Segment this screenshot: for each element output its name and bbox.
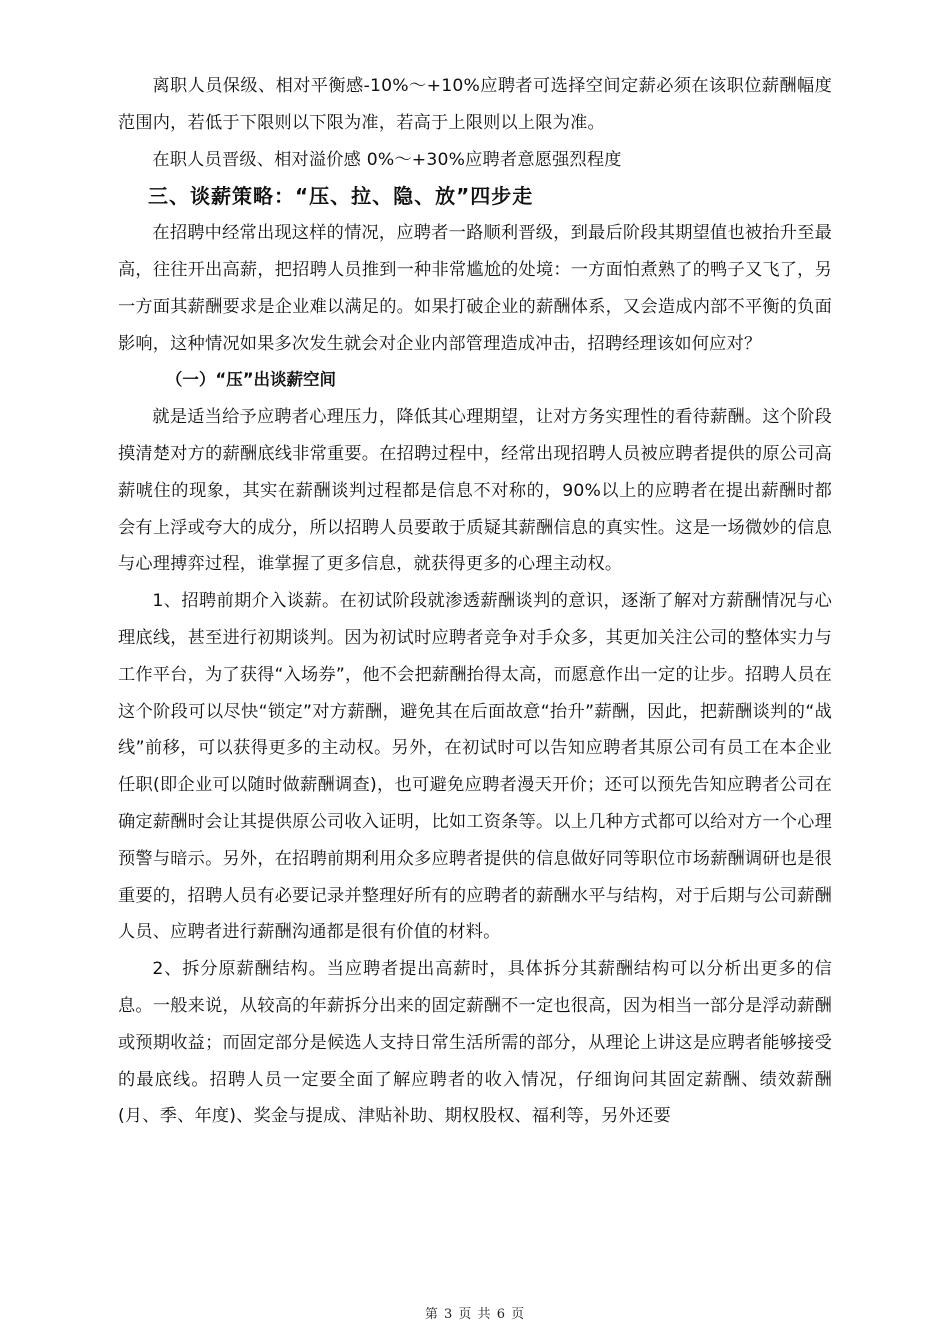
paragraph-point-2: 2、拆分原薪酬结构。当应聘者提出高薪时，具体拆分其薪酬结构可以分析出更多的信息。一般来说，从较高的年薪拆分出来的固定薪酬不一定也很高，因为相当一部分是浮动薪酬或预期收益；而固定部分是候选人支持日常生活所需的部分，从理论上讲这是应聘者能够接受的最底线。招聘人员一定要全面了解应聘者的收入情况，仔细询问其固定薪酬、绩效薪酬(月、季、年度)、奖金与提成、津贴补助、期权股权、福利等，另外还要 (118, 959, 832, 1127)
paragraph-intro: 在招聘中经常出现这样的情况，应聘者一路顺利晋级，到最后阶段其期望值也被抬升至最高，往往开出高薪，把招聘人员推到一种非常尴尬的处境：一方面怕煮熟了的鸭子又飞了，另一方面其薪酬要求是企业难以满足的。如果打破企业的薪酬体系，又会造成内部不平衡的负面影响，这种情况如果多次发生就会对企业内部管理造成冲击，招聘经理该如何应对？ (118, 223, 832, 354)
document-page (118, 68, 832, 1135)
paragraph-resigned-staff: 离职人员保级、相对平衡感-10%～+10%应聘者可选择空间定薪必须在该职位薪酬幅度范围内，若低于下限则以下限为准，若高于上限则以上限为准。 (118, 76, 832, 133)
page-footer: 第 3 页 共 6 页 (424, 1307, 526, 1322)
paragraph-pressure: 就是适当给予应聘者心理压力，降低其心理期望，让对方务实理性的看待薪酬。这个阶段摸清楚对方的薪酬底线非常重要。在招聘过程中，经常出现招聘人员被应聘者提供的原公司高薪唬住的现象，其实在薪酬谈判过程都是信息不对称的，90%以上的应聘者在提出薪酬时都会有上浮或夸大的成分，所以招聘人员要敢于质疑其薪酬信息的真实性。这是一场微妙的信息与心理搏弈过程，谁掌握了更多信息，就获得更多的心理主动权。 (118, 407, 832, 575)
paragraph-current-staff: 在职人员晋级、相对溢价感 0%～+30%应聘者意愿强烈程度 (152, 149, 622, 170)
paragraph-point-1: 1、招聘前期介入谈薪。在初试阶段就渗透薪酬谈判的意识，逐渐了解对方薪酬情况与心理底线，甚至进行初期谈判。因为初试时应聘者竞争对手众多，其更加关注公司的整体实力与工作平台，为了获得“入场券”，他不会把薪酬抬得太高，而愿意作出一定的让步。招聘人员在这个阶段可以尽快“锁定”对方薪酬，避免其在后面故意“抬升”薪酬，因此，把薪酬谈判的“战线”前移，可以获得更多的主动权。另外，在初试时可以告知应聘者其原公司有员工在本企业任职(即企业可以随时做薪酬调查)，也可避免应聘者漫天开价；还可以预先告知应聘者公司在确定薪酬时会让其提供原公司收入证明，比如工资条等。以上几种方式都可以给对方一个心理预警与暗示。另外，在招聘前期利用众多应聘者提供的信息做好同等职位市场薪酬调研也是很重要的，招聘人员有必要记录并整理好所有的应聘者的薪酬水平与结构，对于后期与公司薪酬人员、应聘者进行薪酬沟通都是很有价值的材料。 (118, 591, 832, 943)
subsection-heading: （一）“压”出谈薪空间 (165, 370, 337, 390)
section-heading: 三、谈薪策略：“压、拉、隐、放”四步走 (148, 184, 534, 209)
